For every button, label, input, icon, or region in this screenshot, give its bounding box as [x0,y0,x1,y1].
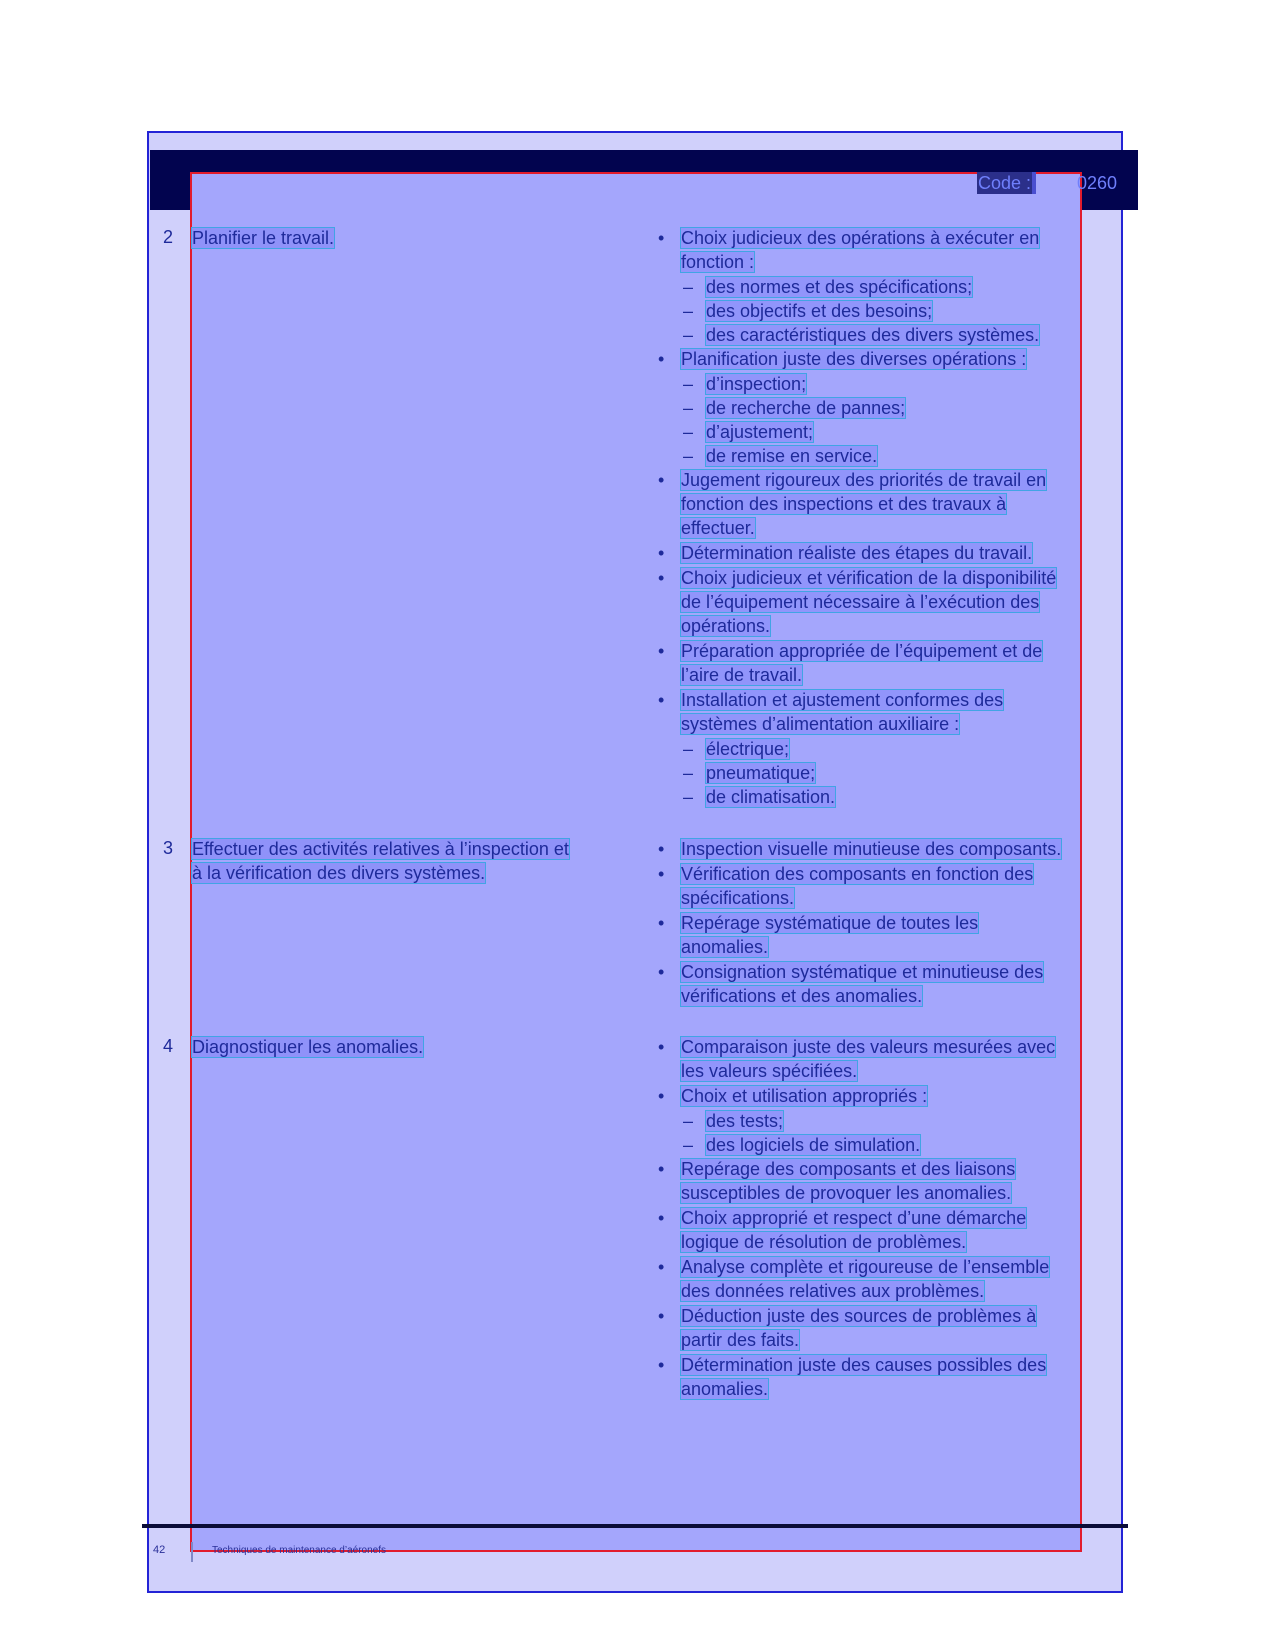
criterion-text: Choix judicieux et vérification de la disponibilité [681,568,1057,588]
dash-marker: – [683,277,694,297]
bullet-icon: • [658,543,665,563]
criterion-text: d’inspection; [706,374,807,394]
criterion-line [706,1133,920,1157]
criterion-line [706,785,835,809]
criterion-line [681,837,1061,861]
criterion-text: Jugement rigoureux des priorités de travail en [681,470,1047,490]
criterion-text: des normes et des spécifications; [706,277,973,297]
criterion-line [681,566,1056,590]
criterion-line [706,275,972,299]
criterion-line [706,396,905,420]
bullet-icon: • [658,1208,665,1228]
criterion-line [681,1084,927,1108]
criterion-text: Analyse complète et rigoureuse de l’ensemble [681,1257,1050,1277]
competency-title-line [192,837,665,861]
bullet-icon: • [658,962,665,982]
criterion-line [706,420,813,444]
criterion-line [681,226,1039,250]
criterion-line [681,1328,799,1352]
bullet-icon: • [658,1086,665,1106]
criterion-text: Détermination réaliste des étapes du travail. [681,543,1033,563]
bullet-icon: • [658,1306,665,1326]
criterion-line [706,299,932,323]
dash-marker: – [683,374,694,394]
bullet-icon: • [658,690,665,710]
criterion-text: susceptibles de provoquer les anomalies. [681,1183,1012,1203]
competency-title-text: à la vérification des divers systèmes. [192,863,486,883]
criterion-text: Planification juste des diverses opérations : [681,349,1027,369]
criterion-line [681,590,1039,614]
dash-marker: – [683,1135,694,1155]
competency-number: 4 [163,1036,174,1056]
criterion-line [681,960,1043,984]
criterion-line [681,712,959,736]
bullet-icon: • [658,641,665,661]
criterion-line [681,1059,857,1083]
criterion-text: vérifications et des anomalies. [681,986,923,1006]
criterion-text: fonction des inspections et des travaux à [681,494,1007,514]
criterion-text: des objectifs et des besoins; [706,301,933,321]
criterion-line [706,372,806,396]
dash-marker: – [683,787,694,807]
criterion-line [681,1035,1055,1059]
dash-marker: – [683,739,694,759]
criterion-text: logique de résolution de problèmes. [681,1232,967,1252]
dash-marker: – [683,446,694,466]
criterion-text: opérations. [681,616,771,636]
footer-divider [191,1542,193,1562]
criterion-line [681,1157,1015,1181]
dash-marker: – [683,325,694,345]
criterion-line [681,1377,768,1401]
criterion-text: Comparaison juste des valeurs mesurées avec [681,1037,1056,1057]
criterion-line [681,541,1032,565]
criterion-line [706,323,1039,347]
criterion-line [681,492,1006,516]
bullet-icon: • [658,864,665,884]
bullet-icon: • [658,228,665,248]
criterion-text: Consignation systématique et minutieuse des [681,962,1044,982]
criterion-text: Choix judicieux des opérations à exécuter en [681,228,1040,248]
criterion-line [681,886,794,910]
criterion-text: les valeurs spécifiées. [681,1061,858,1081]
competency-title-line [192,861,665,885]
code-label: Code : [978,173,1032,193]
criterion-text: Préparation appropriée de l’équipement et de [681,641,1043,661]
competency-number: 2 [163,227,174,247]
competency-title-line [192,1035,665,1059]
competency-title-line [192,226,665,250]
criterion-text: de l’équipement nécessaire à l’exécution des [681,592,1040,612]
dash-marker: – [683,301,694,321]
criterion-line [681,1181,1011,1205]
criterion-line [681,984,922,1008]
criterion-line [681,1279,984,1303]
criterion-text: électrique; [706,739,790,759]
footer-title: Techniques de maintenance d’aéronefs [212,1545,387,1556]
criterion-line [681,468,1046,492]
bullet-icon: • [658,568,665,588]
criterion-line [681,911,978,935]
criterion-text: de remise en service. [706,446,878,466]
criterion-line [681,639,1042,663]
criterion-text: fonction : [681,252,755,272]
criterion-text: effectuer. [681,518,755,538]
criterion-text: des données relatives aux problèmes. [681,1281,985,1301]
criterion-line [681,663,802,687]
criterion-line [681,862,1033,886]
bullet-icon: • [658,470,665,490]
code-separator [1032,172,1036,194]
criterion-line [681,688,1003,712]
criterion-text: Repérage des composants et des liaisons [681,1159,1016,1179]
criterion-text: spécifications. [681,888,795,908]
criterion-text: Inspection visuelle minutieuse des composants. [681,839,1062,859]
criterion-text: pneumatique; [706,763,816,783]
bullet-icon: • [658,1037,665,1057]
criterion-line [706,1109,783,1133]
dash-marker: – [683,398,694,418]
criterion-line [706,737,789,761]
dash-marker: – [683,1111,694,1131]
footer-page-number: 42 [153,1544,166,1556]
criterion-text: de climatisation. [706,787,836,807]
criterion-text: l’aire de travail. [681,665,803,685]
criterion-text: d’ajustement; [706,422,814,442]
bullet-icon: • [658,349,665,369]
criterion-line [681,1255,1049,1279]
criterion-line [681,935,768,959]
criterion-text: Repérage systématique de toutes les [681,913,979,933]
competency-title-text: Diagnostiquer les anomalies. [192,1037,424,1057]
criterion-text: de recherche de pannes; [706,398,906,418]
competency-number: 3 [163,838,174,858]
criterion-text: des caractéristiques des divers systèmes. [706,325,1040,345]
criterion-line [681,347,1026,371]
dash-marker: – [683,422,694,442]
bullet-icon: • [658,839,665,859]
footer-rule [142,1524,1128,1528]
criterion-line [681,1353,1046,1377]
criterion-text: Vérification des composants en fonction des [681,864,1034,884]
criterion-text: systèmes d’alimentation auxiliaire : [681,714,960,734]
criterion-text: des logiciels de simulation. [706,1135,921,1155]
criterion-line [681,614,770,638]
criterion-line [681,1206,1026,1230]
criterion-text: Déduction juste des sources de problèmes à [681,1306,1037,1326]
criterion-text: anomalies. [681,1379,769,1399]
criterion-line [706,444,877,468]
bullet-icon: • [658,1257,665,1277]
criterion-line [681,1230,966,1254]
criterion-text: Choix approprié et respect d’une démarche [681,1208,1027,1228]
criterion-text: anomalies. [681,937,769,957]
competency-title-text: Effectuer des activités relatives à l’inspection et [192,839,569,859]
criterion-line [681,250,754,274]
code-value: 0260 [1077,173,1118,193]
criterion-line [706,761,815,785]
bullet-icon: • [658,1355,665,1375]
criterion-text: partir des faits. [681,1330,800,1350]
criterion-text: Installation et ajustement conformes des [681,690,1004,710]
criterion-text: des tests; [706,1111,784,1131]
criterion-text: Détermination juste des causes possibles des [681,1355,1047,1375]
dash-marker: – [683,763,694,783]
criterion-line [681,1304,1036,1328]
bullet-icon: • [658,1159,665,1179]
criterion-line [681,516,755,540]
bullet-icon: • [658,913,665,933]
criterion-text: Choix et utilisation appropriés : [681,1086,928,1106]
competency-title-text: Planifier le travail. [192,228,335,248]
